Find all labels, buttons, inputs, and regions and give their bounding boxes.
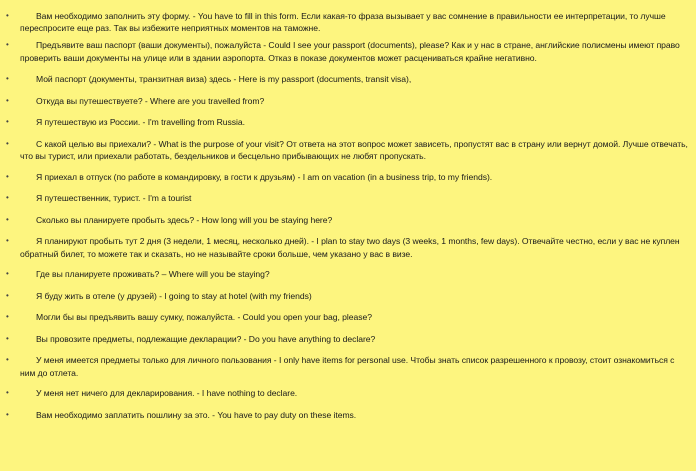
bullet-icon: • bbox=[6, 193, 9, 203]
list-item-text: Предъявите ваш паспорт (ваши документы), пожалуйста - Could I see your passport (documents), please? Как и у нас в стране, английские полисмены имеют право проверить ваши документы на улице или в здании аэропорта. Отказ в показе документов может расцениваться крайне негативно. bbox=[20, 40, 680, 63]
list-item bbox=[6, 192, 688, 204]
list-item-text: Я буду жить в отеле (у друзей) - I going to stay at hotel (with my friends) bbox=[36, 290, 312, 301]
bullet-icon: • bbox=[6, 236, 9, 246]
bullet-icon: • bbox=[6, 387, 9, 397]
list-item bbox=[6, 387, 688, 399]
bullet-icon: • bbox=[6, 409, 9, 419]
list-item-text: Я планируют пробыть тут 2 дня (3 недели, 1 месяц, несколько дней). - I plan to stay two days (3 weeks, 1 months, few days). Отвечайте честно, если у вас не куплен обратный билет, то можете так и сказать, но не называйте сроки больше, чем указано у вас в визе. bbox=[20, 236, 680, 259]
list-item bbox=[6, 214, 688, 226]
list-item-text: Могли бы вы предъявить вашу сумку, пожалуйста. - Could you open your bag, please? bbox=[36, 312, 372, 323]
phrase-list bbox=[6, 10, 688, 421]
list-item-text: Я приехал в отпуск (по работе в командировку, в гости к друзьям) - I am on vacation (in a business trip, to my friends). bbox=[36, 171, 493, 182]
list-item-text: Вам необходимо заполнить эту форму. - You have to fill in this form. Если какая-то фраза вызывает у вас сомнение в правильности ее интерпретации, то лучше переспросите еще раз. Так вы избежите неприятных моментов на таможне. bbox=[20, 11, 666, 34]
bullet-icon: • bbox=[6, 74, 9, 84]
list-item-text: Вам необходимо заплатить пошлину за это. - You have to pay duty on these items. bbox=[36, 409, 357, 420]
bullet-icon: • bbox=[6, 95, 9, 105]
list-item-text: Вы провозите предметы, подлежащие декларации? - Do you have anything to declare? bbox=[36, 333, 376, 344]
list-item bbox=[6, 409, 688, 421]
list-item-text: Откуда вы путешествуете? - Where are you travelled from? bbox=[36, 95, 265, 106]
bullet-icon: • bbox=[6, 138, 9, 148]
list-item bbox=[6, 235, 688, 259]
bullet-icon: • bbox=[6, 333, 9, 343]
list-item-text: У меня нет ничего для декларирования. - I have nothing to declare. bbox=[36, 387, 298, 398]
bullet-icon: • bbox=[6, 268, 9, 278]
list-item-text: Где вы планируете проживать? – Where will you be staying? bbox=[36, 268, 270, 279]
bullet-icon: • bbox=[6, 214, 9, 224]
list-item bbox=[6, 10, 688, 34]
list-item bbox=[6, 138, 688, 162]
bullet-icon: • bbox=[6, 171, 9, 181]
bullet-icon: • bbox=[6, 117, 9, 127]
list-item bbox=[6, 311, 688, 323]
list-item bbox=[6, 171, 688, 183]
list-item-text: Я путешественник, турист. - I'm a tourist bbox=[36, 193, 192, 204]
bullet-icon: • bbox=[6, 355, 9, 365]
list-item bbox=[6, 290, 688, 302]
list-item-text: Я путешествую из России. - I'm travelling from Russia. bbox=[36, 117, 245, 128]
list-item bbox=[6, 354, 688, 378]
list-item-text: Сколько вы планируете пробыть здесь? - How long will you be staying here? bbox=[36, 214, 333, 225]
list-item bbox=[6, 39, 688, 63]
bullet-icon: • bbox=[6, 40, 9, 50]
bullet-icon: • bbox=[6, 312, 9, 322]
bullet-icon: • bbox=[6, 11, 9, 20]
list-item bbox=[6, 268, 688, 280]
list-item-text: Мой паспорт (документы, транзитная виза) здесь - Here is my passport (documents, transit visa), bbox=[36, 74, 412, 85]
list-item bbox=[6, 333, 688, 345]
list-item-text: У меня имеется предметы только для личного пользования - I only have items for personal use. Чтобы знать список разрешенного к провозу, стоит ознакомиться с ним до отлета. bbox=[20, 355, 675, 378]
list-item-text: С какой целью вы приехали? - What is the purpose of your visit? От ответа на этот вопрос может зависеть, пропустят вас в страну или вернут домой. Лучше отвечать, что вы турист, или приехали работать, бездельников и бесцельно прибывающих не любят пропускать. bbox=[20, 138, 688, 162]
bullet-icon: • bbox=[6, 290, 9, 300]
list-item bbox=[6, 116, 688, 128]
list-item bbox=[6, 95, 688, 107]
list-item bbox=[6, 73, 688, 85]
